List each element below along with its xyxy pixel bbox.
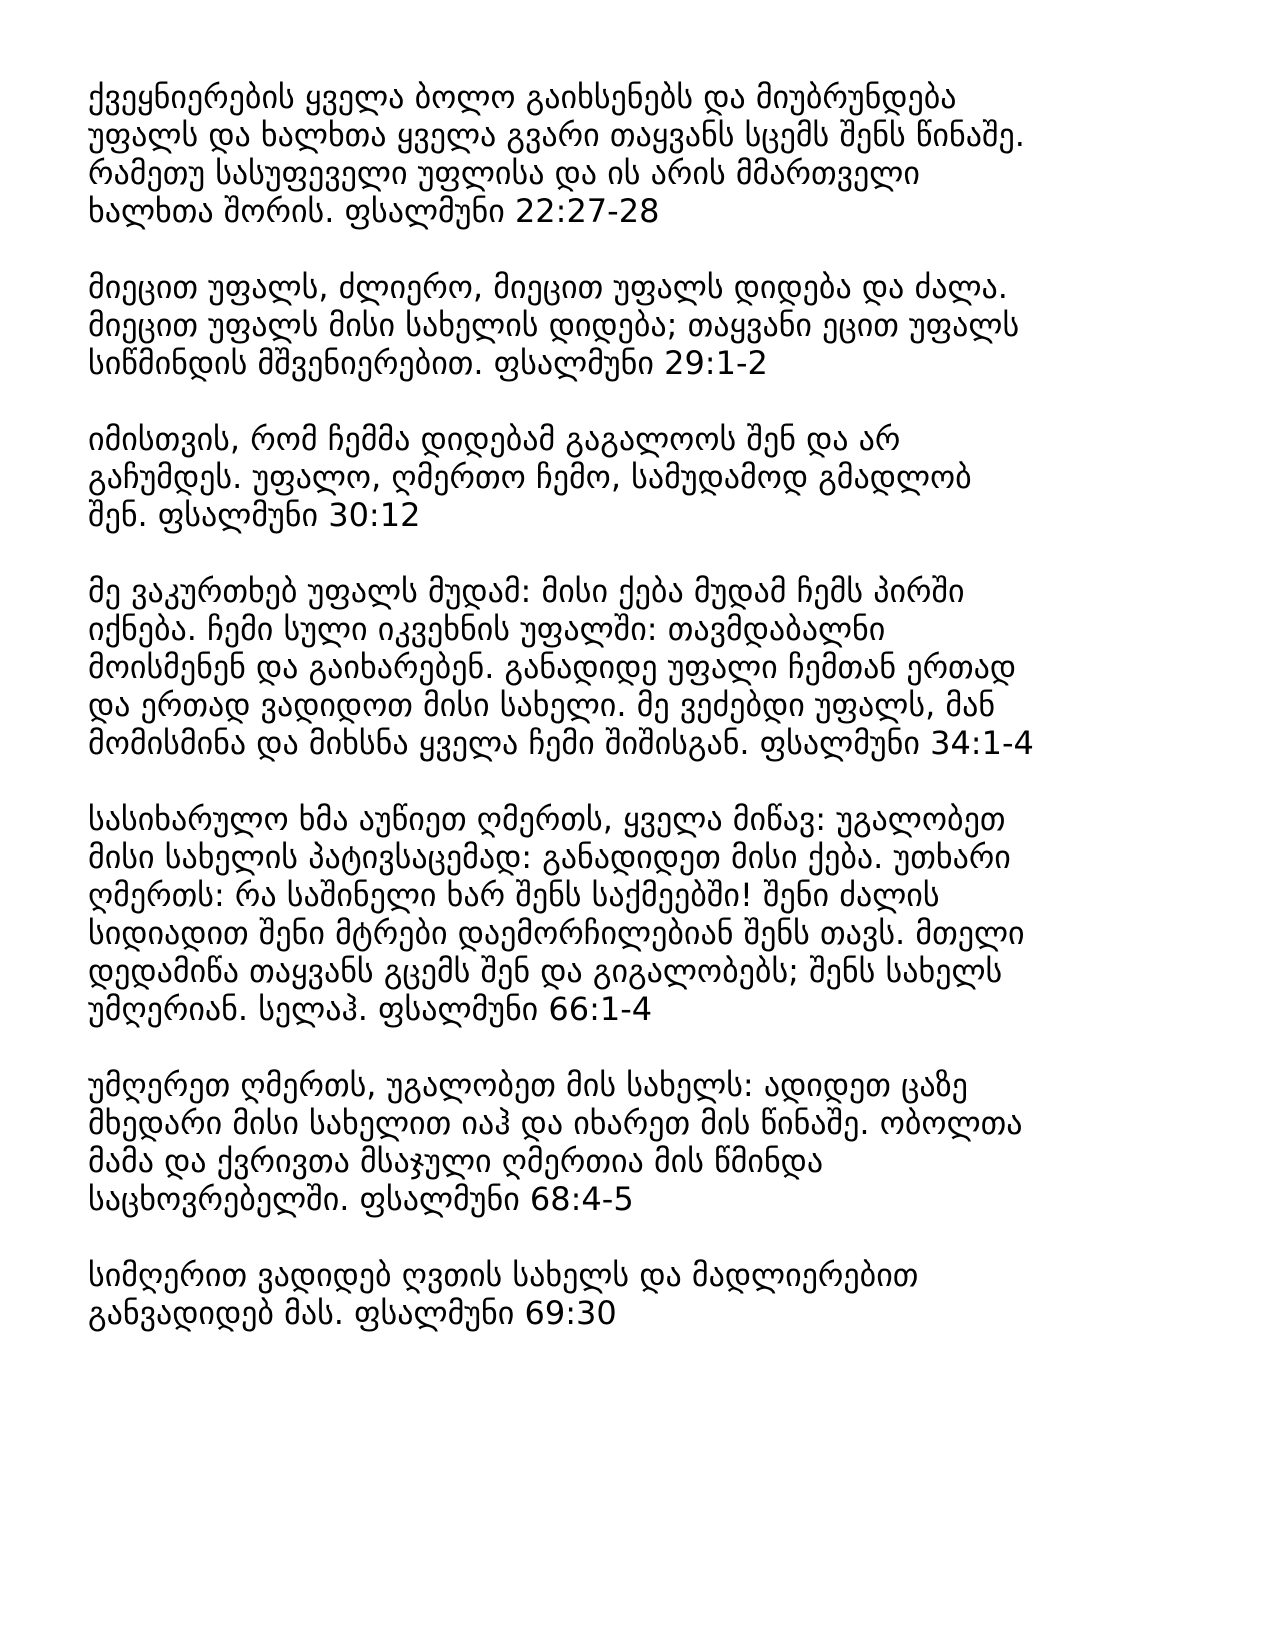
text-line: უმღერეთ ღმერთს, უგალობეთ მის სახელს: ადიდეთ ცაზე [88,1066,968,1104]
text-line: მხედარი მისი სახელით იაჰ და იხარეთ მის წინაშე. ობოლთა [88,1104,1023,1142]
text-line: მომისმინა და მიხსნა ყველა ჩემი შიშისგან. ფსალმუნი 34:1-4 [88,724,1034,762]
text-line: ღმერთს: რა საშინელი ხარ შენს საქმეებში! შენი ძალის [88,876,940,914]
text-line: იქნება. ჩემი სული იკვეხნის უფალში: თავმდაბალნი [88,610,886,648]
passage-psalm-34 [88,572,1208,762]
text-line: მოისმენენ და გაიხარებენ. განადიდე უფალი ჩემთან ერთად [88,648,1017,686]
text-line: მიეცით უფალს მისი სახელის დიდება; თაყვანი ეცით უფალს [88,306,1020,344]
passage-psalm-22 [88,78,1208,230]
passage-psalm-29 [88,268,1208,382]
text-line: შენ. ფსალმუნი 30:12 [88,496,421,534]
passage-psalm-66 [88,800,1208,1028]
text-line: სიწმინდის მშვენიერებით. ფსალმუნი 29:1-2 [88,344,768,382]
text-line: სიდიადით შენი მტრები დაემორჩილებიან შენს თავს. მთელი [88,914,1025,952]
text-line: უმღერიან. სელაჰ. ფსალმუნი 66:1-4 [88,990,653,1028]
passage-psalm-68 [88,1066,1208,1218]
text-line: საცხოვრებელში. ფსალმუნი 68:4-5 [88,1180,634,1218]
document-page [88,78,1208,1370]
text-line: ქვეყნიერების ყველა ბოლო გაიხსენებს და მიუბრუნდება [88,78,957,116]
text-line: ხალხთა შორის. ფსალმუნი 22:27-28 [88,192,660,230]
text-line: მამა და ქვრივთა მსაჯული ღმერთია მის წმინდა [88,1142,824,1180]
text-line: სასიხარულო ხმა აუწიეთ ღმერთს, ყველა მიწავ: უგალობეთ [88,800,1006,838]
text-line: იმისთვის, რომ ჩემმა დიდებამ გაგალოოს შენ და არ [88,420,901,458]
passage-psalm-30 [88,420,1208,534]
passage-psalm-69 [88,1256,1208,1332]
text-line: რამეთუ სასუფეველი უფლისა და ის არის მმართველი [88,154,920,192]
text-line: მიეცით უფალს, ძლიერო, მიეცით უფალს დიდება და ძალა. [88,268,1008,306]
text-line: გაჩუმდეს. უფალო, ღმერთო ჩემო, სამუდამოდ გმადლობ [88,458,972,496]
text-line: სიმღერით ვადიდებ ღვთის სახელს და მადლიერებით [88,1256,919,1294]
text-line: უფალს და ხალხთა ყველა გვარი თაყვანს სცემს შენს წინაშე. [88,116,1025,154]
text-line: განვადიდებ მას. ფსალმუნი 69:30 [88,1294,617,1332]
text-line: მე ვაკურთხებ უფალს მუდამ: მისი ქება მუდამ ჩემს პირში [88,572,965,610]
text-line: მისი სახელის პატივსაცემად: განადიდეთ მისი ქება. უთხარი [88,838,1011,876]
text-line: დედამიწა თაყვანს გცემს შენ და გიგალობებს; შენს სახელს [88,952,1003,990]
text-line: და ერთად ვადიდოთ მისი სახელი. მე ვეძებდი უფალს, მან [88,686,996,724]
